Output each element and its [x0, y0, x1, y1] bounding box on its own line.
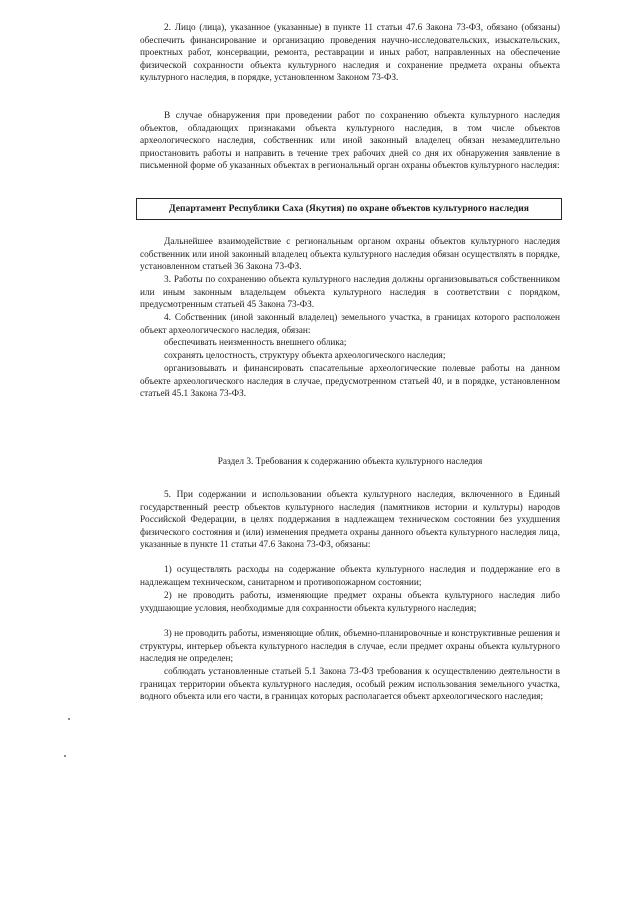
paragraph-5: 5. При содержании и использовании объекта культурного наследия, включенного в Единый государственный реестр объектов культурного наследия (памятников истории и культуры) народов Российской Федерации, в целях поддержания в надлежащем техническом состоянии без ухудшения физического состояния и (или) изменения предмета охраны данного объекта культурного наследия лица, указанные в пункте 11 статьи 47.6 Закона 73-ФЗ, обязаны: — [140, 490, 560, 551]
paragraph-4-item-b: сохранять целостность, структуру объекта археологического наследия; — [164, 351, 446, 361]
section-3-heading: Раздел 3. Требования к содержанию объекта культурного наследия — [217, 457, 483, 467]
paragraph-5-item-2: 2) не проводить работы, изменяющие предмет охраны объекта культурного наследия либо ухудшающие условия, необходимые для сохранности объекта культурного наследия; — [140, 591, 560, 614]
paragraph-4: 4. Собственник (иной законный владелец) земельного участка, в границах которого расположен объект археологического наследия, обязан: — [140, 313, 560, 336]
paragraph-discovery: В случае обнаружения при проведении работ по сохранению объекта культурного наследия объектов, обладающих признаками объекта культурного наследия, в том числе объектов археологического наследия, собственник или иной законный владелец обязан незамедлительно приостановить работы и направить в течение трех рабочих дней со дня их обнаружения заявление в письменной форме об указанных объектах в региональный орган охраны объектов культурного наследия: — [140, 111, 560, 172]
paragraph-2: 2. Лицо (лица), указанное (указанные) в пункте 11 статьи 47.6 Закона 73-ФЗ, обязано (обязаны) обеспечить финансирование и организацию проведения научно-исследовательских, изыскательских, проектных работ, консервации, ремонта, реставрации и иных работ, направленных на обеспечение физической сохранности объекта культурного наследия и сохранение предмета охраны объекта культурного наследия, в порядке, установленном Законом 73-ФЗ. — [140, 23, 560, 84]
scan-speck — [68, 718, 70, 720]
paragraph-interaction: Дальнейшее взаимодействие с региональным органом охраны объектов культурного наследия собственник или иной законный владелец объекта культурного наследия обязан осуществлять в порядке, установленном статьей 36 Закона 73-ФЗ. — [140, 237, 560, 273]
regional-authority-box: Департамент Республики Саха (Якутия) по охране объектов культурного наследия — [136, 198, 562, 220]
paragraph-3: 3. Работы по сохранению объекта культурного наследия должны организовываться собственником или иным законным владельцем объекта культурного наследия в соответствии с порядком, предусмотренным статьей 45 Закона 73-ФЗ. — [140, 275, 560, 311]
paragraph-4-item-a: обеспечивать неизменность внешнего облика; — [164, 338, 347, 348]
paragraph-4-item-c: организовывать и финансировать спасательные археологические полевые работы на данном объекте археологического наследия в случае, предусмотренном статьей 40, и в порядке, установленном статьей 45.1 Закона 73-ФЗ. — [140, 364, 560, 400]
paragraph-5-item-4: соблюдать установленные статьей 5.1 Закона 73-ФЗ требования к осуществлению деятельности в границах территории объекта культурного наследия, особый режим использования земельного участка, водного объекта или его части, в границах которых располагается объект археологического наследия; — [140, 667, 560, 703]
scan-speck — [64, 755, 66, 757]
paragraph-5-item-3: 3) не проводить работы, изменяющие облик, объемно-планировочные и конструктивные решения и структуры, интерьер объекта культурного наследия в случае, если предмет охраны объекта культурного наследия не определен; — [140, 629, 560, 665]
paragraph-5-item-1: 1) осуществлять расходы на содержание объекта культурного наследия и поддержание его в надлежащем техническом, санитарном и противопожарном состоянии; — [140, 565, 560, 588]
